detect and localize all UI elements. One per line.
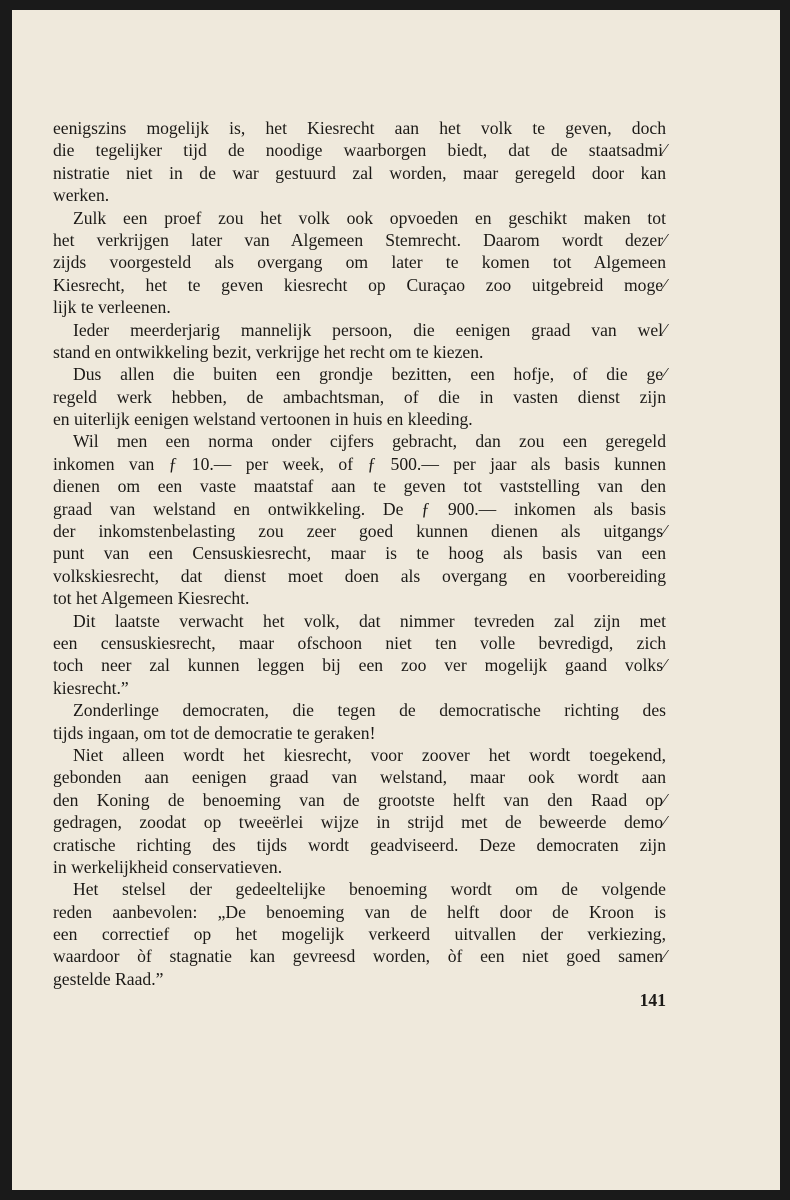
text-line: gedragen, zoodat op tweeërlei wijze in strijd met de beweerde demo⁄ bbox=[53, 812, 666, 833]
text-line: die tegelijker tijd de noodige waarborgen biedt, dat de staatsadmi⁄ bbox=[53, 140, 666, 161]
text-line: Zonderlinge democraten, die tegen de democratische richting des bbox=[73, 700, 666, 721]
text-line: Kiesrecht, het te geven kiesrecht op Curaçao zoo uitgebreid moge⁄ bbox=[53, 274, 666, 295]
text-line: cratische richting des tijds wordt geadviseerd. Deze democraten zijn bbox=[53, 834, 666, 855]
text-line: lijk te verleenen. bbox=[53, 297, 171, 318]
text-line: gestelde Raad.” bbox=[53, 968, 164, 989]
text-line: het verkrijgen later van Algemeen Stemrecht. Daarom wordt dezer⁄ bbox=[53, 229, 666, 250]
text-line: zijds voorgesteld als overgang om later te komen tot Algemeen bbox=[53, 252, 666, 273]
text-line: kiesrecht.” bbox=[53, 677, 129, 698]
page-body-text bbox=[53, 117, 666, 990]
text-line: dienen om een vaste maatstaf aan te geven tot vaststelling van den bbox=[53, 476, 666, 497]
text-line: een censuskiesrecht, maar ofschoon niet ten volle bevredigd, zich bbox=[53, 632, 666, 653]
text-line: inkomen van ƒ 10.— per week, of ƒ 500.— per jaar als basis kunnen bbox=[53, 453, 666, 474]
text-line: eenigszins mogelijk is, het Kiesrecht aan het volk te geven, doch bbox=[53, 118, 666, 138]
text-line: een correctief op het mogelijk verkeerd uitvallen der verkiezing, bbox=[53, 924, 666, 945]
text-line: gebonden aan eenigen graad van welstand, maar ook wordt aan bbox=[53, 767, 666, 788]
text-line: en uiterlijk eenigen welstand vertoonen in huis en kleeding. bbox=[53, 409, 473, 430]
text-line: Zulk een proef zou het volk ook opvoeden en geschikt maken tot bbox=[73, 207, 666, 228]
text-line: nistratie niet in de war gestuurd zal worden, maar geregeld door kan bbox=[53, 162, 666, 183]
text-line: der inkomstenbelasting zou zeer goed kunnen dienen als uitgangs⁄ bbox=[53, 521, 666, 542]
text-line: regeld werk hebben, de ambachtsman, of die in vasten dienst zijn bbox=[53, 386, 666, 407]
text-line: punt van een Censuskiesrecht, maar is te hoog als basis van een bbox=[53, 543, 666, 564]
book-page bbox=[12, 10, 780, 1190]
text-line: in werkelijkheid conservatieven. bbox=[53, 856, 283, 877]
text-line: Niet alleen wordt het kiesrecht, voor zoover het wordt toegekend, bbox=[73, 744, 666, 765]
text-line: tijds ingaan, om tot de democratie te geraken! bbox=[53, 722, 376, 743]
page-number: 141 bbox=[639, 990, 666, 1010]
text-line: stand en ontwikkeling bezit, verkrijge het recht om te kiezen. bbox=[53, 341, 484, 362]
text-line: den Koning de benoeming van de grootste helft van den Raad op⁄ bbox=[53, 789, 666, 810]
text-line: waardoor òf stagnatie kan gevreesd worden, òf een niet goed samen⁄ bbox=[53, 946, 666, 967]
text-line: Dit laatste verwacht het volk, dat nimmer tevreden zal zijn met bbox=[73, 610, 666, 631]
text-line: volkskiesrecht, dat dienst moet doen als overgang en voorbereiding bbox=[53, 565, 666, 586]
text-line: Wil men een norma onder cijfers gebracht, dan zou een geregeld bbox=[73, 431, 666, 452]
text-line: Het stelsel der gedeeltelijke benoeming wordt om de volgende bbox=[73, 879, 666, 900]
text-line: Ieder meerderjarig mannelijk persoon, die eenigen graad van wel⁄ bbox=[73, 319, 666, 340]
text-line: tot het Algemeen Kiesrecht. bbox=[53, 588, 250, 609]
text-line: toch neer zal kunnen leggen bij een zoo ver mogelijk gaand volks⁄ bbox=[53, 655, 666, 676]
text-line: Dus allen die buiten een grondje bezitten, een hofje, of die ge⁄ bbox=[73, 364, 666, 385]
text-line: werken. bbox=[53, 185, 110, 206]
text-line: graad van welstand en ontwikkeling. De ƒ 900.— inkomen als basis bbox=[53, 498, 666, 519]
text-line: reden aanbevolen: „De benoeming van de helft door de Kroon is bbox=[53, 901, 666, 922]
